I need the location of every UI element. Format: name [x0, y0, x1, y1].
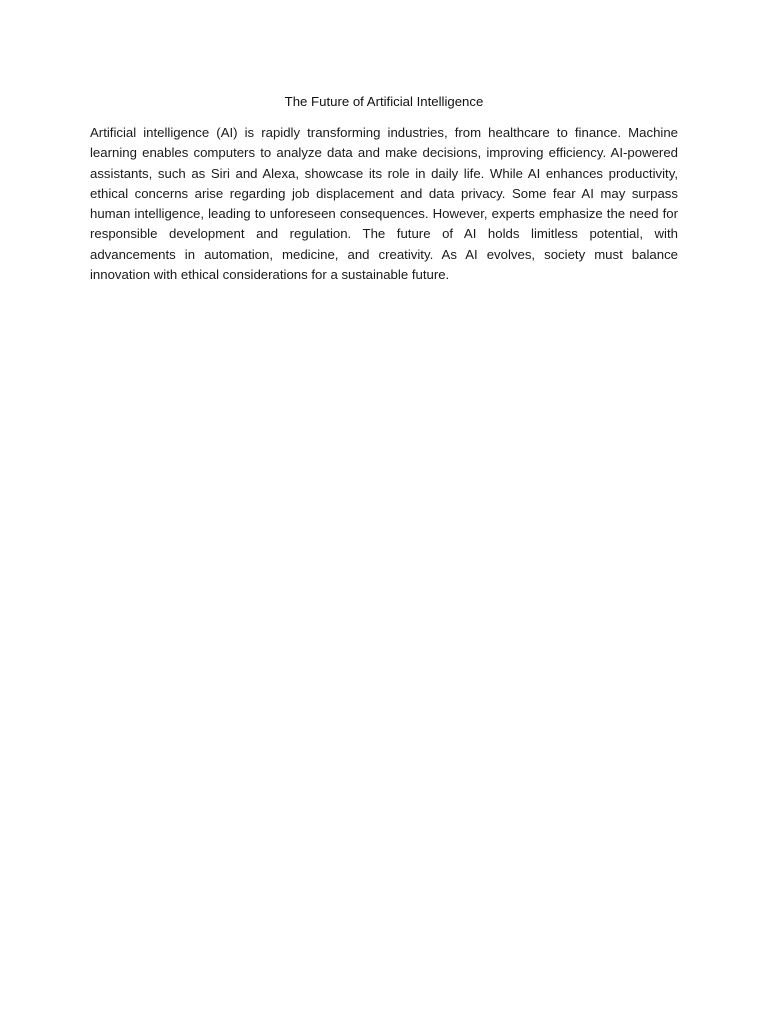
document-body-paragraph: Artificial intelligence (AI) is rapidly transforming industries, from healthcare to finance. Machine learning enables computers to analyze data and make decisions, improving efficiency. AI-powered assistants, such as Siri and Alexa, showcase its role in daily life. While AI enhances productivity, ethical concerns arise regarding job displacement and data privacy. Some fear AI may surpass human intelligence, leading to unforeseen consequences. However, experts emphasize the need for responsible development and regulation. The future of AI holds limitless potential, with advancements in automation, medicine, and creativity. As AI evolves, society must balance innovation with ethical considerations for a sustainable future. — [90, 125, 678, 283]
document-title: The Future of Artificial Intelligence — [284, 94, 484, 109]
